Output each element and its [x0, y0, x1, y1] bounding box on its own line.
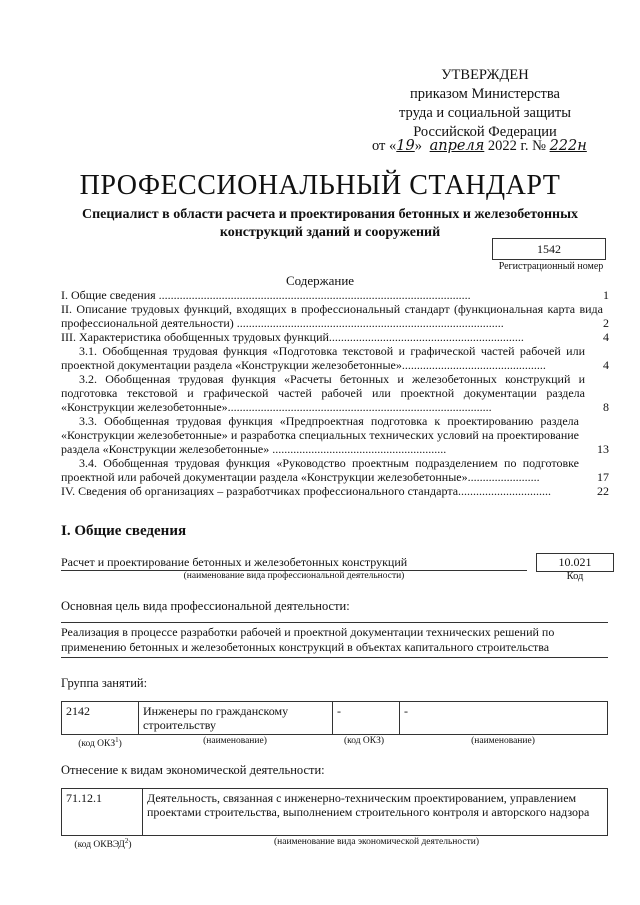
okz-caption: (код ОКЗ) — [343, 736, 385, 746]
table-row — [62, 702, 608, 735]
toc-page: 4 — [603, 330, 609, 344]
page-subtitle: Специалист в области расчета и проектирования бетонных и железобетонных конструкций зданий и сооружений — [81, 207, 579, 240]
goal-text-box: Реализация в процессе разработки рабочей и проектной документации технических решений по применению бетонных и железобетонных конструкций в объектах капитального строительства — [61, 622, 608, 658]
name-caption: (наименование) — [471, 736, 535, 746]
caption-text: ) — [118, 739, 122, 750]
handwritten-month: апреля — [429, 138, 485, 154]
econ-activity-name-cell: Деятельность, связанная с инженерно-техническим проектированием, управлением проектами строительства, выполнением строительного контроля и авторского надзора — [143, 789, 608, 836]
approval-line: Российской Федерации — [413, 124, 557, 140]
toc-text: 3.2. Обобщенная трудовая функция «Расчеты бетонных и железобетонных конструкций и подготовка текстовой и графической частей рабочей или проектной документации раздела «Конструкции железобетонные»........................................................................................ — [61, 372, 585, 414]
toc-entry[interactable] — [61, 414, 609, 456]
toc-entry[interactable] — [61, 302, 609, 330]
activity-caption: (наименование вида профессиональной деятельности) — [183, 571, 405, 581]
toc-page: 22 — [597, 484, 609, 498]
goal-label: Основная цель вида профессиональной деятельности: — [61, 599, 350, 613]
page-title: ПРОФЕССИОНАЛЬНЫЙ СТАНДАРТ — [79, 170, 561, 201]
activity-name: Расчет и проектирование бетонных и железобетонных конструкций — [61, 555, 527, 571]
toc-text: 3.4. Обобщенная трудовая функция «Руководство проектным подразделением по подготовке проектной или рабочей документации раздела «Конструкции железобетонные»........................ — [61, 456, 579, 484]
table-of-contents — [61, 288, 609, 498]
toc-page: 4 — [603, 358, 609, 372]
econ-label: Отнесение к видам экономической деятельности: — [61, 763, 325, 777]
approval-date — [372, 138, 587, 155]
approval-line: труда и социальной защиты — [399, 105, 571, 121]
footnote-ref[interactable]: 1 — [115, 736, 119, 744]
toc-entry[interactable] — [61, 484, 609, 498]
handwritten-order-number: 222н — [549, 138, 587, 154]
occupation-name-cell: - — [400, 702, 608, 735]
toc-text: IV. Сведения об организациях – разработчиках профессионального стандарта............................... — [61, 484, 552, 498]
occupation-group-table — [61, 701, 608, 735]
toc-text: 3.3. Обобщенная трудовая функция «Предпроектная подготовка к проектированию раздела «Конструкции железобетонные» и разработка специальных технических условий на проектирование раздела «Конструкции железобетонные» .......................................................... — [61, 414, 579, 456]
registration-number-label: Регистрационный номер — [498, 261, 604, 272]
toc-page: 8 — [603, 400, 609, 414]
toc-page: 17 — [597, 470, 609, 484]
toc-text: II. Описание трудовых функций, входящих в профессиональный стандарт (функциональная карта вида профессиональной деятельности) ......................................................................................... — [61, 302, 603, 330]
okved-code-cell: 71.12.1 — [62, 789, 143, 836]
toc-text: 3.1. Обобщенная трудовая функция «Подготовка текстовой и графической частей рабочей или проектной документации раздела «Конструкции железобетонные»................................................ — [61, 344, 585, 372]
caption-text: (код ОКЗ — [78, 739, 116, 750]
okz-caption — [61, 736, 139, 749]
approval-block — [370, 66, 600, 142]
econ-name-caption: (наименование вида экономической деятельности) — [274, 837, 479, 847]
date-mid: » — [414, 138, 422, 154]
approval-line: приказом Министерства — [410, 86, 560, 102]
caption-text: (код ОКВЭД — [74, 840, 125, 851]
toc-heading: Содержание — [285, 273, 355, 288]
toc-text: I. Общие сведения ........................................................................................................ — [61, 288, 471, 302]
registration-number-box: 1542 — [492, 238, 606, 260]
econ-activity-table — [61, 788, 608, 836]
toc-page: 13 — [597, 442, 609, 456]
date-prefix: от « — [372, 138, 397, 154]
okz-code-cell: - — [333, 702, 400, 735]
name-caption: (наименование) — [203, 736, 267, 746]
group-label: Группа занятий: — [61, 676, 148, 690]
section-heading: I. Общие сведения — [61, 523, 187, 539]
handwritten-day: 19 — [396, 138, 415, 154]
toc-entry[interactable] — [61, 330, 609, 344]
okved-caption — [61, 837, 145, 850]
occupation-name-cell: Инженеры по гражданскому строительству — [139, 702, 333, 735]
footnote-ref[interactable]: 2 — [124, 837, 129, 845]
toc-entry[interactable] — [61, 288, 609, 302]
activity-code-box: 10.021 — [536, 553, 614, 572]
okz-code-cell: 2142 — [62, 702, 139, 735]
toc-page: 2 — [603, 316, 609, 330]
caption-text: ) — [128, 840, 132, 851]
code-caption: Код — [566, 571, 584, 582]
approval-title: УТВЕРЖДЕН — [441, 67, 529, 83]
toc-entry[interactable] — [61, 456, 609, 484]
toc-text: III. Характеристика обобщенных трудовых функций................................................................. — [61, 330, 524, 344]
toc-entry[interactable] — [61, 372, 609, 414]
table-row — [62, 789, 608, 836]
date-year: 2022 г. № — [484, 138, 546, 154]
toc-entry[interactable] — [61, 344, 609, 372]
toc-page: 1 — [603, 288, 609, 302]
